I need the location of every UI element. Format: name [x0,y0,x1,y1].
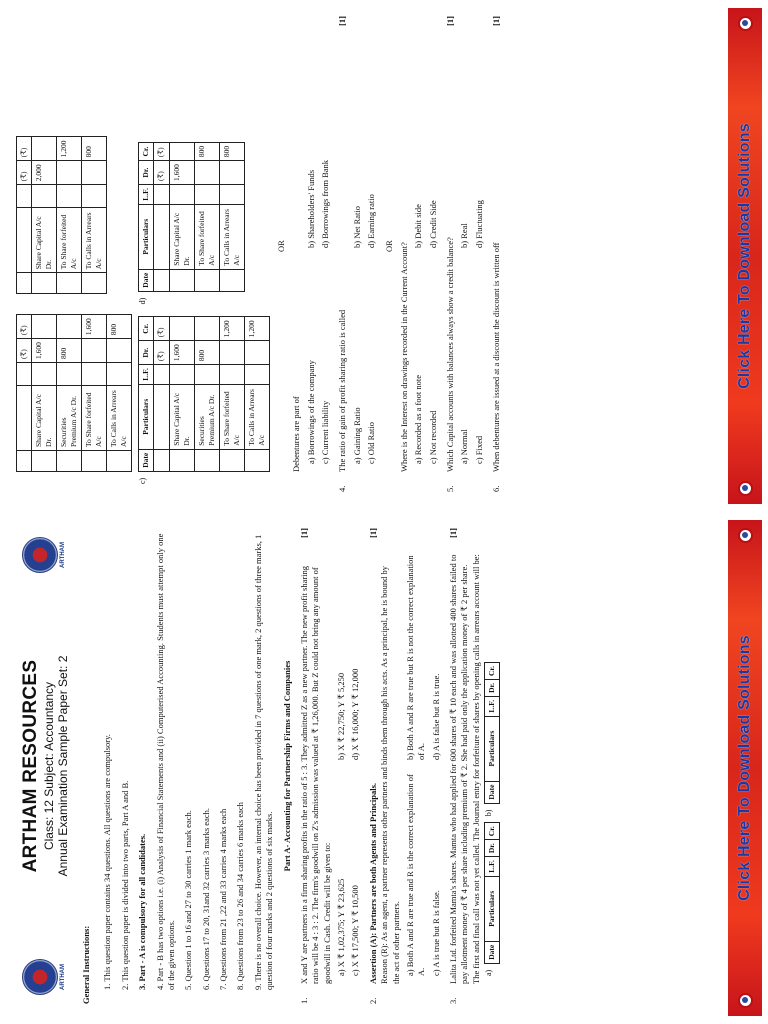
download-banner-left[interactable] [728,520,762,1016]
question-2: 2. Assertion (A): Partners are both Agents and Principals. Reason (R): As an agent, a partner represents other partners and binds them through his acts. As a principal, he is bound by the act of other partners. a) Both A and R are true and R is the correct explanation of A. b) Both A and R are true but R is not the correct explanation of A. c) A is true but R is false. d) A is false but R is true. [1] [367,528,441,1004]
journal-table-d: Date Particulars L.F. Dr. Cr. (₹) (₹) Share Capital A/c Dr. 1,600 To Share forfeited A/c 800 To Calls in Arrears A/c 800 [138,142,244,292]
question-text: Debentures are part of [291,396,302,472]
instruction-item: 2. This question paper is divided into two parts, Part A and B. [119,780,130,990]
journal-table-a: (₹) (₹) Share Capital A/c Dr. 1,600 Securities Premium A/c Dr. 800 To Share forfeited A/c 1,600 To Calls in Arrears A/c 800 [16,314,132,472]
question-text: X and Y are partners in a firm sharing profits in the ratio of 5 : 3. They admitted Z as a new partner. The new profit sharing ratio will be 4 : 3 : 2. The firm's goodwill on Z's admission was valued at ₹ 1,26,000. But Z could not bring any amount of goodwill in Cash. Credit will be given to: [298,565,332,984]
marks-badge: [1] [367,528,378,538]
question-text: Where is the Interest on drawings recorded in the Current Account? [398,242,409,472]
option[interactable]: c) Current liability [320,400,331,464]
instructions-title: General Instructions: [81,925,92,1004]
option[interactable]: a) X ₹ 1,02,375; Y ₹ 23,625 [336,878,347,976]
instruction-item: 9. There is no overall choice. However, an internal choice has been provided in 7 questions of one mark, 2 questions of three marks, 1 question of four marks and 2 questions of six marks. [252,534,275,990]
exam-title: Annual Examination Sample Paper Set: 2 [56,655,71,877]
header [18,528,71,1004]
option[interactable]: b) Net Ratio [351,205,362,248]
instruction-item: 5. Question 1 to 16 and 27 to 30 carries 1 mark each. [183,810,194,990]
instruction-item: 6. Questions 17 to 20, 31and 32 carries 3 marks each. [200,808,211,990]
instruction-item: 1. This question paper contains 34 questions. All questions are compulsory. [102,734,113,990]
option[interactable]: d) Fluctuating [473,200,484,248]
option[interactable]: b) Real [459,223,470,248]
option[interactable]: b) Both A and R are true but R is not the correct explanation of A. [404,555,427,760]
artham-badge-icon [738,528,753,543]
journal-header-b: Date Particulars L.F. Dr. Cr. [484,662,500,804]
download-banner-right[interactable] [728,8,762,504]
option[interactable]: c) A is true but R is false. [430,890,441,976]
instruction-item: 4. Part - B has two options i.e. (i) Analysis of Financial Statements and (ii) Computerised Accounting. Students must attempt only one of the given options. [154,533,176,990]
option[interactable]: a) Gaining Ratio [351,407,362,464]
marks-badge: [1] [445,16,456,26]
journal-header-a: Date Particulars L.F. Dr. Cr. [484,822,500,964]
option[interactable]: c) Not recorded [427,410,438,464]
option[interactable]: b) X ₹ 22,750; Y ₹ 5,250 [336,672,347,760]
download-solutions-link[interactable]: Click Here To Download Solutions [736,123,753,389]
marks-badge: [1] [298,528,309,538]
option[interactable]: c) X ₹ 17,500; Y ₹ 10,500 [350,885,361,976]
option[interactable]: b) Shareholders' Funds [305,169,316,248]
option[interactable]: d) Earning ratio [366,194,377,248]
question-interest [399,16,439,492]
question-text: Assertion (A): Partners are both Agents and Principals. [367,783,378,984]
option-label[interactable]: c) [138,477,148,484]
option-label[interactable]: b) [484,809,494,817]
reason-text: Reason (R): As an agent, a partner represents other partners and binds them through his acts. As a principal, he is bound by the act of other partners. [379,565,401,984]
question-text: When debentures are issued at a discount the discount is written off [491,242,502,472]
marks-badge: [1] [337,16,348,26]
option[interactable]: b) Debit side [413,204,424,248]
marks-badge: [1] [491,16,502,26]
artham-badge-icon [738,16,753,31]
download-solutions-link[interactable]: Click Here To Download Solutions [736,635,753,901]
instruction-item: 8. Questions from 23 to 26 and 34 carries 6 marks each [235,802,246,990]
question-text: Which Capital accounts with balances always show a credit balance? [445,237,456,472]
or-separator: OR [383,240,394,252]
question-4: 4. The ratio of gain of profit sharing ratio is called a) Gaining Ratio b) Net Ratio c) Old Ratio d) Earning ratio [1] [337,16,377,492]
question-1: 1. X and Y are partners in a firm sharing profits in the ratio of 5 : 3. They admitted Z as a new partner. The new profit sharing ratio will be 4 : 3 : 2. The firm's goodwill on Z's admission was valued at ₹ 1,26,000. But Z could not bring any amount of goodwill in Cash. Credit will be given to: a) X ₹ 1,02,375; Y ₹ 23,625 b) X ₹ 22,750; Y ₹ 5,250 c) X ₹ 17,500; Y ₹ 10,500 d) X ₹ 16,000; Y ₹ 12,000 [1] [298,528,361,1004]
option-label[interactable]: a) [484,969,494,976]
or-separator: OR [275,240,286,252]
option[interactable]: c) Fixed [473,435,484,464]
question-text: Lalita Ltd. forfeited Mamta's shares. Mamta who had applied for 600 shares of ₹ 10 each and was allotted 400 shares failed to pay allotment money of ₹ 4 per share including premium of ₹ 2. She had paid only the application money of ₹ 2 per share. The first and final call was not yet called. The Journal entry for forfeiture of shares by opening calls in arrears account will be: [448,554,481,984]
option[interactable]: a) Borrowings of the company [305,360,316,464]
journal-table-c: Date Particulars L.F. Dr. Cr. (₹) (₹) Share Capital A/c Dr. 1,600 Securities Premium A/c Dr. 800 To Share forfeited A/c 1,200 To Calls in Arrears A/c 1,200 [138,316,269,471]
journal-table-b: (₹) (₹) Share Capital A/c Dr. 2,000 To Share forfeited A/c 1,200 To Calls in Arrears A/c 800 [16,137,107,295]
artham-logo-left: ARTHAM [22,950,67,1004]
option[interactable]: d) X ₹ 16,000; Y ₹ 12,000 [350,668,361,760]
question-3: 3. Lalita Ltd. forfeited Mamta's shares. Mamta who had applied for 600 shares of ₹ 10 each and was allotted 400 shares failed to pay allotment money of ₹ 4 per share including premium of ₹ 2. She had paid only the application money of ₹ 2 per share. The first and final call was not yet called. The Journal entry for forfeiture of shares by opening calls in arrears account will be: a) Date Particulars L.F. Dr. Cr. b) Date Particulars L.F. Dr. Cr. [1] [448,528,506,1004]
artham-logo-right: ARTHAM [22,528,67,582]
artham-badge-icon [738,993,753,1008]
artham-badge-icon [738,481,753,496]
option[interactable]: a) Both A and R are true and R is the correct explanation of A. [404,774,427,976]
option[interactable]: c) Old Ratio [366,421,377,464]
class-subject: Class: 12 Subject: Accountancy [42,681,57,851]
instruction-item: 3. Part - A is compulsory for all candidates. [137,833,148,990]
question-5: 5. Which Capital accounts with balances always show a credit balance? a) Normal b) Real c) Fixed d) Fluctuating [1] [445,16,484,492]
question-debentures [291,16,331,492]
brand-title: ARTHAM RESOURCES [20,659,41,873]
question-text: The ratio of gain of profit sharing ratio is called [337,309,348,472]
option[interactable]: a) Recorded as a foot note [413,375,424,464]
instructions-list [102,528,275,1004]
page-left [0,512,768,1024]
option-label[interactable]: d) [138,297,148,305]
option[interactable]: d) Credit Side [427,200,438,248]
part-a-title: Part A- Accounting for Partnership Firms and Companies [281,660,292,872]
question-6: 6. When debentures are issued at a discount the discount is written off [1] [491,16,502,492]
instruction-item: 7. Questions from 21 ,22 and 33 carries 4 marks each [218,808,229,990]
option[interactable]: d) Borrowings from Bank [320,159,331,248]
marks-badge: [1] [448,528,459,538]
option[interactable]: d) A is false but R is true. [430,673,441,760]
option[interactable]: a) Normal [459,429,470,464]
